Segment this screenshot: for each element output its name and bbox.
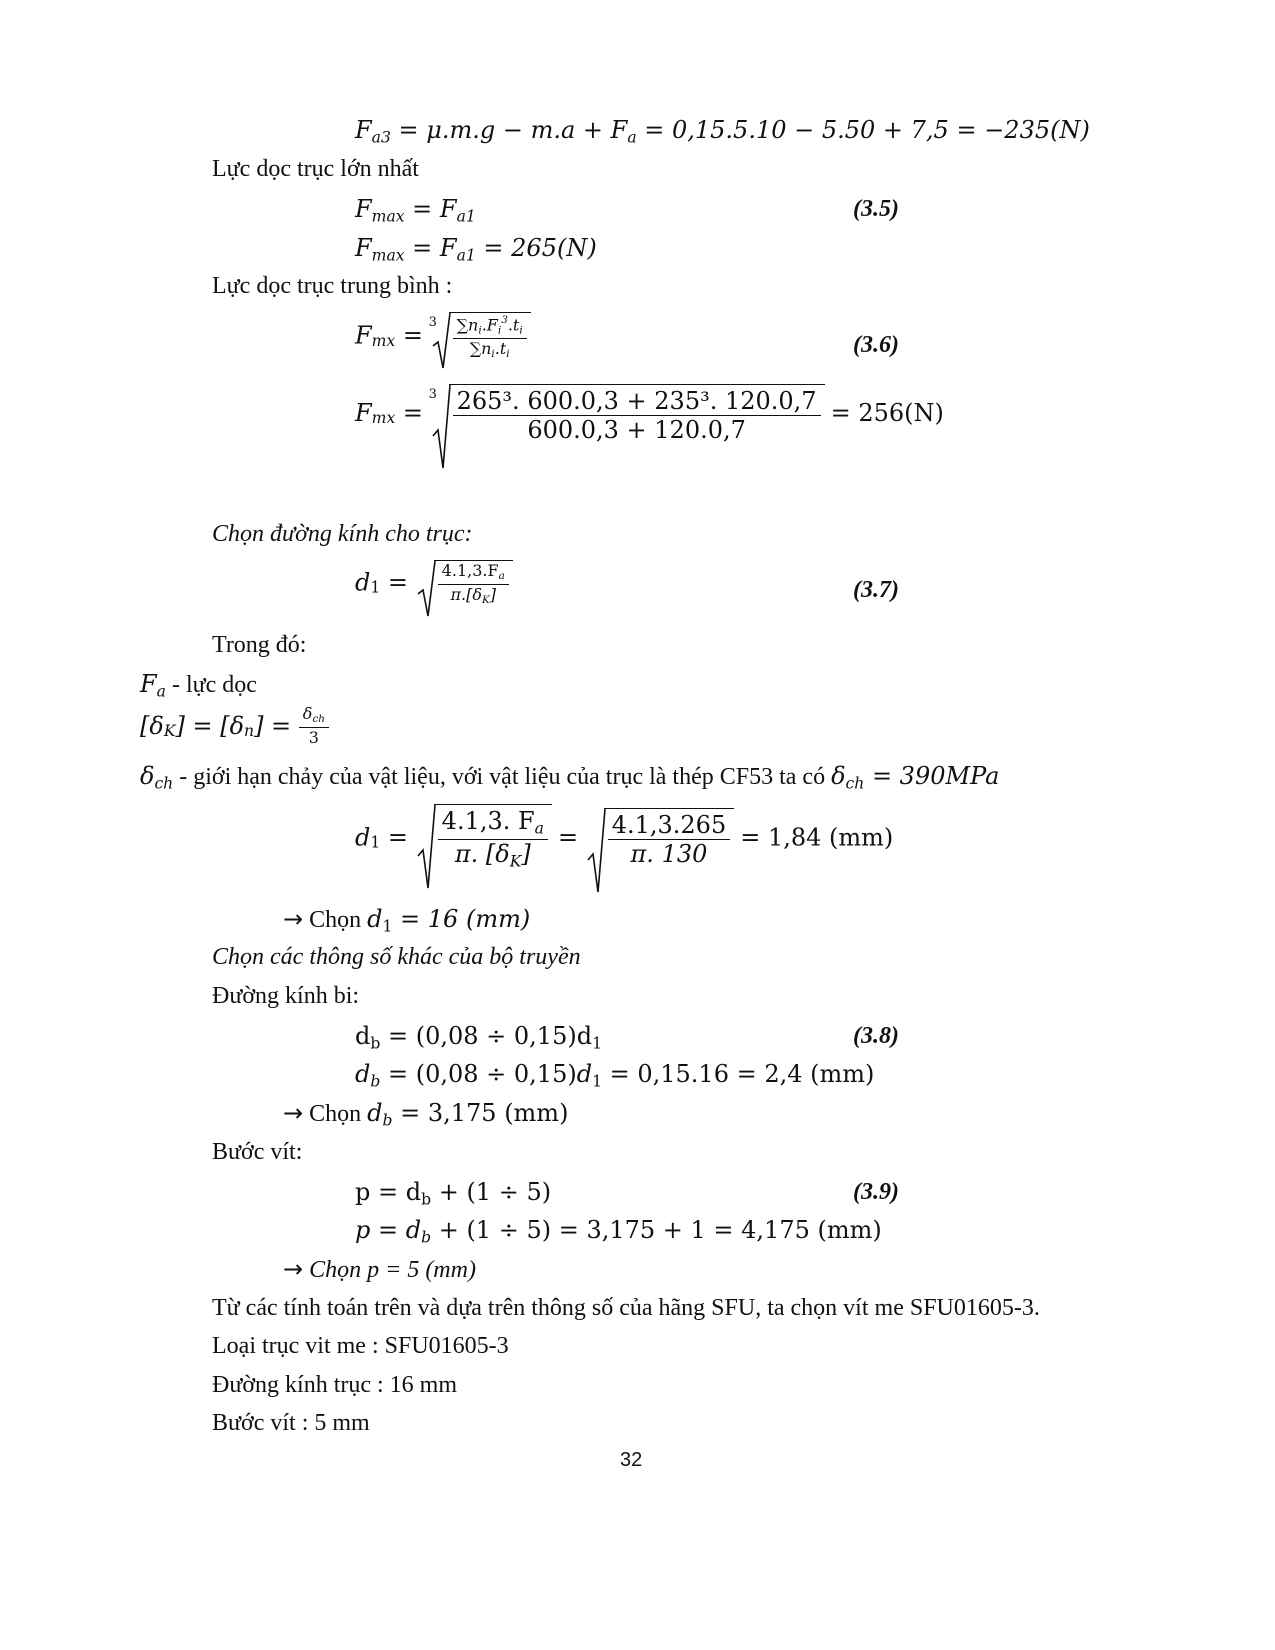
text-where: Trong đó:	[212, 632, 307, 658]
radical-sign-icon	[431, 384, 451, 470]
equation-3-9-line1: $p = d_b + (1 \div 5)$	[355, 1178, 552, 1209]
equation-3-7: $d_1$ = $\frac{4.1,3.F_a}{\pi.[\delta_K]}$	[355, 560, 513, 605]
radical-sign-icon	[431, 312, 451, 370]
choose-d1: → Chọn $d_1 = 16$ (mm)	[283, 905, 531, 936]
text-mean-force: Lực dọc trục trung bình :	[212, 273, 453, 299]
radical-sign-icon	[586, 808, 606, 894]
definition-delta-k: $[\delta_K] = [\delta_n]$ = $\frac{\delta_{ch}}{3}$	[140, 706, 329, 746]
definition-delta-ch: $\delta_{ch}$ - giới hạn chảy của vật liệu, với vật liệu của trục là thép CF53 ta có $\delta_{ch} = 390MPa$	[140, 762, 1000, 793]
text-ball-diameter: Đường kính bi:	[212, 983, 360, 1009]
equation-3-6-numeric: $F_{mx}$ = 3 $\frac{\text{265³. 600.0,3 + 235³. 120.0,7}}{600.0,3 + 120.0,7}$ = 256(N)	[355, 384, 944, 442]
equation-number-3-5: (3.5)	[853, 196, 899, 222]
equation-fa3: $F_{a3} = \mu.m.g - m.a + F_a = 0,15.5.10 - 5.50 + 7,5 = -235(N)$	[355, 116, 1090, 147]
equation-number-3-6: (3.6)	[853, 332, 899, 358]
definition-fa: $F_a$ - lực dọc	[140, 670, 257, 701]
choose-p: → Chọn p = 5 (mm)	[283, 1255, 476, 1283]
equation-d1-calculation: $d_1$ = $\frac{4.1,3. F_a}{\pi. [\delta_K]}$ = $\frac{4.1,3.265}{\pi. 130}$ = 1,84 (mm)	[355, 804, 893, 871]
text-conclusion: Từ các tính toán trên và dựa trên thông số của hãng SFU, ta chọn vít me SFU01605-3.	[212, 1295, 1040, 1321]
equation-number-3-7: (3.7)	[853, 577, 899, 603]
square-root-d1-symbolic: $\frac{4.1,3. F_a}{\pi. [\delta_K]}$	[416, 804, 552, 871]
cube-root-large: 3 $\frac{\text{265³. 600.0,3 + 235³. 120.0,7}}{600.0,3 + 120.0,7}$	[431, 384, 825, 442]
heading-other-params: Chọn các thông số khác của bộ truyền	[212, 944, 581, 970]
text-max-force: Lực dọc trục lớn nhất	[212, 156, 419, 182]
spec-type: Loại trục vit me : SFU01605-3	[212, 1333, 509, 1359]
spec-pitch: Bước vít : 5 mm	[212, 1410, 370, 1436]
equation-3-6: $F_{mx}$ = 3 $\frac{\sum n_i.F_i^3.t_i}{\sum n_i.t_i}$	[355, 312, 531, 359]
equation-number-3-8: (3.8)	[853, 1023, 899, 1049]
text-pitch: Bước vít:	[212, 1139, 303, 1165]
equation-3-5-line2: $F_{max} = F_{a1} = 265(N)$	[355, 234, 597, 265]
equation-3-5-line1: $F_{max} = F_{a1}$	[355, 195, 476, 226]
radical-sign-icon	[416, 560, 436, 618]
cube-root-small: 3 $\frac{\sum n_i.F_i^3.t_i}{\sum n_i.t_i}$	[431, 312, 531, 359]
radical-sign-icon	[416, 804, 436, 890]
square-root-small: $\frac{4.1,3.F_a}{\pi.[\delta_K]}$	[416, 560, 513, 605]
choose-db: → Chọn $d_b = 3,175$ (mm)	[283, 1099, 569, 1130]
equation-3-9-line2: $p = d_b + (1 \div 5) = 3,175 + 1 = 4,175$ (mm)	[355, 1216, 882, 1247]
arrow-right-icon: →	[283, 1099, 304, 1127]
square-root-d1-numeric: $\frac{4.1,3.265}{\pi. 130}$	[586, 808, 735, 866]
arrow-right-icon: →	[283, 905, 304, 933]
arrow-right-icon: →	[283, 1255, 304, 1283]
spec-diameter: Đường kính trục : 16 mm	[212, 1372, 458, 1398]
page-number: 32	[620, 1449, 643, 1471]
heading-choose-diameter: Chọn đường kính cho trục:	[212, 521, 473, 547]
equation-number-3-9: (3.9)	[853, 1179, 899, 1205]
equation-3-8-line1: $d_b = (0,08 \div 0,15)d_1$	[355, 1022, 602, 1053]
equation-3-8-line2: $d_b = (0,08 \div 0,15)d_1 = 0,15.16 = 2,4$ (mm)	[355, 1060, 875, 1091]
